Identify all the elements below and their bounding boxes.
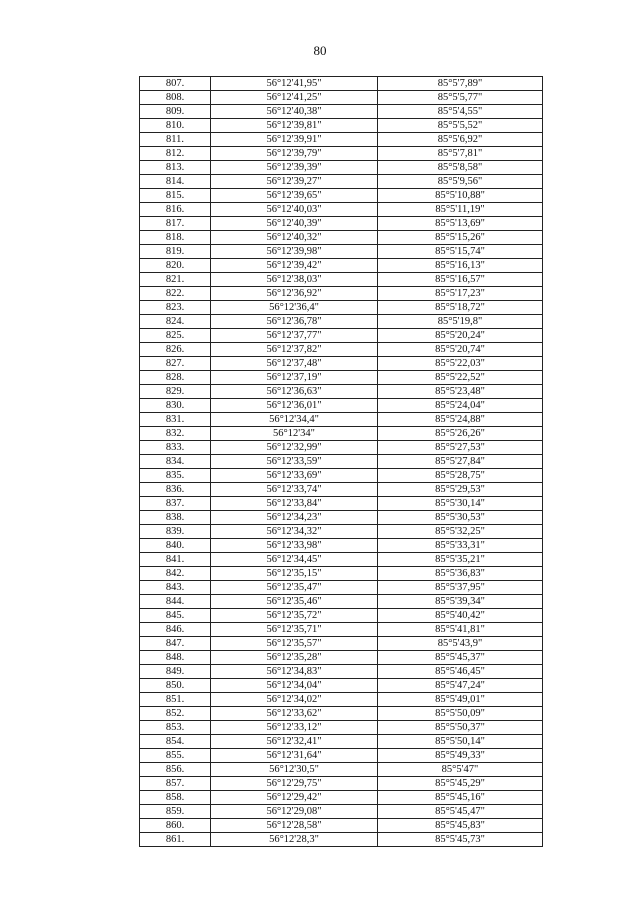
latitude-cell: 56°12'37,19" xyxy=(211,371,378,385)
longitude-cell: 85°5'40,42" xyxy=(378,609,543,623)
point-number-cell: 814. xyxy=(140,175,211,189)
longitude-cell: 85°5'45,73" xyxy=(378,833,543,847)
point-number-cell: 858. xyxy=(140,791,211,805)
longitude-cell: 85°5'19,8" xyxy=(378,315,543,329)
point-number-cell: 822. xyxy=(140,287,211,301)
latitude-cell: 56°12'33,98" xyxy=(211,539,378,553)
point-number-cell: 809. xyxy=(140,105,211,119)
table-row xyxy=(140,721,543,735)
point-number-cell: 812. xyxy=(140,147,211,161)
latitude-cell: 56°12'39,42" xyxy=(211,259,378,273)
longitude-cell: 85°5'16,13" xyxy=(378,259,543,273)
longitude-cell: 85°5'7,89" xyxy=(378,77,543,91)
table-row xyxy=(140,287,543,301)
point-number-cell: 838. xyxy=(140,511,211,525)
point-number-cell: 816. xyxy=(140,203,211,217)
point-number-cell: 846. xyxy=(140,623,211,637)
table-row xyxy=(140,805,543,819)
latitude-cell: 56°12'37,82" xyxy=(211,343,378,357)
longitude-cell: 85°5'50,37" xyxy=(378,721,543,735)
latitude-cell: 56°12'35,15" xyxy=(211,567,378,581)
table-row xyxy=(140,315,543,329)
latitude-cell: 56°12'32,41" xyxy=(211,735,378,749)
longitude-cell: 85°5'49,33" xyxy=(378,749,543,763)
latitude-cell: 56°12'38,03" xyxy=(211,273,378,287)
latitude-cell: 56°12'39,39" xyxy=(211,161,378,175)
point-number-cell: 837. xyxy=(140,497,211,511)
longitude-cell: 85°5'23,48" xyxy=(378,385,543,399)
latitude-cell: 56°12'36,92" xyxy=(211,287,378,301)
latitude-cell: 56°12'41,95" xyxy=(211,77,378,91)
table-row xyxy=(140,735,543,749)
latitude-cell: 56°12'33,12" xyxy=(211,721,378,735)
longitude-cell: 85°5'43,9" xyxy=(378,637,543,651)
point-number-cell: 823. xyxy=(140,301,211,315)
page-number: 80 xyxy=(313,43,327,58)
longitude-cell: 85°5'10,88" xyxy=(378,189,543,203)
longitude-cell: 85°5'30,14" xyxy=(378,497,543,511)
latitude-cell: 56°12'32,99" xyxy=(211,441,378,455)
point-number-cell: 854. xyxy=(140,735,211,749)
latitude-cell: 56°12'33,69" xyxy=(211,469,378,483)
longitude-cell: 85°5'6,92" xyxy=(378,133,543,147)
table-row xyxy=(140,791,543,805)
longitude-cell: 85°5'47" xyxy=(378,763,543,777)
latitude-cell: 56°12'33,62" xyxy=(211,707,378,721)
point-number-cell: 819. xyxy=(140,245,211,259)
point-number-cell: 840. xyxy=(140,539,211,553)
latitude-cell: 56°12'35,57" xyxy=(211,637,378,651)
table-row xyxy=(140,819,543,833)
longitude-cell: 85°5'11,19" xyxy=(378,203,543,217)
point-number-cell: 849. xyxy=(140,665,211,679)
table-row xyxy=(140,567,543,581)
longitude-cell: 85°5'9,56" xyxy=(378,175,543,189)
table-row xyxy=(140,161,543,175)
latitude-cell: 56°12'40,38" xyxy=(211,105,378,119)
table-row xyxy=(140,441,543,455)
table-row xyxy=(140,119,543,133)
longitude-cell: 85°5'39,34" xyxy=(378,595,543,609)
latitude-cell: 56°12'33,74" xyxy=(211,483,378,497)
coordinates-table-body xyxy=(140,77,543,847)
point-number-cell: 818. xyxy=(140,231,211,245)
longitude-cell: 85°5'50,09" xyxy=(378,707,543,721)
table-row xyxy=(140,203,543,217)
longitude-cell: 85°5'7,81" xyxy=(378,147,543,161)
longitude-cell: 85°5'33,31" xyxy=(378,539,543,553)
latitude-cell: 56°12'34,4" xyxy=(211,413,378,427)
point-number-cell: 832. xyxy=(140,427,211,441)
latitude-cell: 56°12'39,98" xyxy=(211,245,378,259)
latitude-cell: 56°12'29,75" xyxy=(211,777,378,791)
point-number-cell: 807. xyxy=(140,77,211,91)
point-number-cell: 826. xyxy=(140,343,211,357)
longitude-cell: 85°5'4,55" xyxy=(378,105,543,119)
table-row xyxy=(140,399,543,413)
table-row xyxy=(140,91,543,105)
point-number-cell: 811. xyxy=(140,133,211,147)
latitude-cell: 56°12'40,03" xyxy=(211,203,378,217)
point-number-cell: 851. xyxy=(140,693,211,707)
latitude-cell: 56°12'35,71" xyxy=(211,623,378,637)
latitude-cell: 56°12'33,59" xyxy=(211,455,378,469)
longitude-cell: 85°5'22,03" xyxy=(378,357,543,371)
longitude-cell: 85°5'45,29" xyxy=(378,777,543,791)
latitude-cell: 56°12'36,4" xyxy=(211,301,378,315)
table-row xyxy=(140,133,543,147)
latitude-cell: 56°12'36,63" xyxy=(211,385,378,399)
latitude-cell: 56°12'40,32" xyxy=(211,231,378,245)
table-row xyxy=(140,77,543,91)
latitude-cell: 56°12'39,27" xyxy=(211,175,378,189)
point-number-cell: 835. xyxy=(140,469,211,483)
latitude-cell: 56°12'34,04" xyxy=(211,679,378,693)
point-number-cell: 815. xyxy=(140,189,211,203)
table-row xyxy=(140,217,543,231)
table-row xyxy=(140,833,543,847)
point-number-cell: 808. xyxy=(140,91,211,105)
latitude-cell: 56°12'39,91" xyxy=(211,133,378,147)
table-row xyxy=(140,511,543,525)
table-row xyxy=(140,329,543,343)
table-row xyxy=(140,609,543,623)
latitude-cell: 56°12'34,02" xyxy=(211,693,378,707)
table-row xyxy=(140,455,543,469)
latitude-cell: 56°12'37,77" xyxy=(211,329,378,343)
point-number-cell: 817. xyxy=(140,217,211,231)
point-number-cell: 843. xyxy=(140,581,211,595)
longitude-cell: 85°5'47,24" xyxy=(378,679,543,693)
point-number-cell: 850. xyxy=(140,679,211,693)
point-number-cell: 859. xyxy=(140,805,211,819)
longitude-cell: 85°5'15,26" xyxy=(378,231,543,245)
longitude-cell: 85°5'8,58" xyxy=(378,161,543,175)
point-number-cell: 845. xyxy=(140,609,211,623)
longitude-cell: 85°5'36,83" xyxy=(378,567,543,581)
latitude-cell: 56°12'35,28" xyxy=(211,651,378,665)
latitude-cell: 56°12'39,79" xyxy=(211,147,378,161)
longitude-cell: 85°5'16,57" xyxy=(378,273,543,287)
table-row xyxy=(140,693,543,707)
point-number-cell: 821. xyxy=(140,273,211,287)
longitude-cell: 85°5'28,75" xyxy=(378,469,543,483)
table-row xyxy=(140,777,543,791)
table-row xyxy=(140,413,543,427)
longitude-cell: 85°5'32,25" xyxy=(378,525,543,539)
table-row xyxy=(140,371,543,385)
latitude-cell: 56°12'36,78" xyxy=(211,315,378,329)
longitude-cell: 85°5'41,81" xyxy=(378,623,543,637)
latitude-cell: 56°12'34,83" xyxy=(211,665,378,679)
point-number-cell: 852. xyxy=(140,707,211,721)
point-number-cell: 860. xyxy=(140,819,211,833)
table-row xyxy=(140,385,543,399)
table-row xyxy=(140,175,543,189)
table-row xyxy=(140,539,543,553)
longitude-cell: 85°5'15,74" xyxy=(378,245,543,259)
table-row xyxy=(140,497,543,511)
longitude-cell: 85°5'30,53" xyxy=(378,511,543,525)
table-row xyxy=(140,553,543,567)
latitude-cell: 56°12'35,72" xyxy=(211,609,378,623)
latitude-cell: 56°12'35,47" xyxy=(211,581,378,595)
table-row xyxy=(140,679,543,693)
longitude-cell: 85°5'49,01" xyxy=(378,693,543,707)
table-row xyxy=(140,665,543,679)
latitude-cell: 56°12'40,39" xyxy=(211,217,378,231)
table-row xyxy=(140,651,543,665)
point-number-cell: 827. xyxy=(140,357,211,371)
longitude-cell: 85°5'45,37" xyxy=(378,651,543,665)
table-row xyxy=(140,469,543,483)
latitude-cell: 56°12'34,32" xyxy=(211,525,378,539)
point-number-cell: 828. xyxy=(140,371,211,385)
table-row xyxy=(140,595,543,609)
latitude-cell: 56°12'31,64" xyxy=(211,749,378,763)
table-row xyxy=(140,147,543,161)
point-number-cell: 848. xyxy=(140,651,211,665)
latitude-cell: 56°12'39,65" xyxy=(211,189,378,203)
table-row xyxy=(140,525,543,539)
longitude-cell: 85°5'24,04" xyxy=(378,399,543,413)
table-row xyxy=(140,707,543,721)
longitude-cell: 85°5'26,26" xyxy=(378,427,543,441)
latitude-cell: 56°12'34,23" xyxy=(211,511,378,525)
point-number-cell: 839. xyxy=(140,525,211,539)
latitude-cell: 56°12'34" xyxy=(211,427,378,441)
table-row xyxy=(140,301,543,315)
point-number-cell: 831. xyxy=(140,413,211,427)
latitude-cell: 56°12'37,48" xyxy=(211,357,378,371)
point-number-cell: 855. xyxy=(140,749,211,763)
table-row xyxy=(140,427,543,441)
point-number-cell: 853. xyxy=(140,721,211,735)
point-number-cell: 833. xyxy=(140,441,211,455)
longitude-cell: 85°5'37,95" xyxy=(378,581,543,595)
longitude-cell: 85°5'29,53" xyxy=(378,483,543,497)
point-number-cell: 856. xyxy=(140,763,211,777)
longitude-cell: 85°5'50,14" xyxy=(378,735,543,749)
latitude-cell: 56°12'28,58" xyxy=(211,819,378,833)
latitude-cell: 56°12'29,08" xyxy=(211,805,378,819)
point-number-cell: 825. xyxy=(140,329,211,343)
latitude-cell: 56°12'34,45" xyxy=(211,553,378,567)
table-row xyxy=(140,749,543,763)
point-number-cell: 857. xyxy=(140,777,211,791)
longitude-cell: 85°5'46,45" xyxy=(378,665,543,679)
latitude-cell: 56°12'39,81" xyxy=(211,119,378,133)
longitude-cell: 85°5'20,74" xyxy=(378,343,543,357)
table-row xyxy=(140,763,543,777)
table-row xyxy=(140,189,543,203)
latitude-cell: 56°12'36,01" xyxy=(211,399,378,413)
coordinates-table xyxy=(139,76,543,847)
table-row xyxy=(140,105,543,119)
table-row xyxy=(140,357,543,371)
table-row xyxy=(140,231,543,245)
longitude-cell: 85°5'35,21" xyxy=(378,553,543,567)
table-row xyxy=(140,245,543,259)
table-row xyxy=(140,483,543,497)
longitude-cell: 85°5'24,88" xyxy=(378,413,543,427)
point-number-cell: 842. xyxy=(140,567,211,581)
longitude-cell: 85°5'5,77" xyxy=(378,91,543,105)
latitude-cell: 56°12'29,42" xyxy=(211,791,378,805)
point-number-cell: 834. xyxy=(140,455,211,469)
longitude-cell: 85°5'22,52" xyxy=(378,371,543,385)
longitude-cell: 85°5'45,47" xyxy=(378,805,543,819)
point-number-cell: 844. xyxy=(140,595,211,609)
table-row xyxy=(140,343,543,357)
table-row xyxy=(140,637,543,651)
latitude-cell: 56°12'41,25" xyxy=(211,91,378,105)
longitude-cell: 85°5'18,72" xyxy=(378,301,543,315)
table-row xyxy=(140,581,543,595)
point-number-cell: 829. xyxy=(140,385,211,399)
point-number-cell: 847. xyxy=(140,637,211,651)
longitude-cell: 85°5'13,69" xyxy=(378,217,543,231)
latitude-cell: 56°12'35,46" xyxy=(211,595,378,609)
table-row xyxy=(140,623,543,637)
longitude-cell: 85°5'45,16" xyxy=(378,791,543,805)
point-number-cell: 861. xyxy=(140,833,211,847)
latitude-cell: 56°12'30,5" xyxy=(211,763,378,777)
longitude-cell: 85°5'27,84" xyxy=(378,455,543,469)
latitude-cell: 56°12'33,84" xyxy=(211,497,378,511)
point-number-cell: 824. xyxy=(140,315,211,329)
longitude-cell: 85°5'17,23" xyxy=(378,287,543,301)
point-number-cell: 813. xyxy=(140,161,211,175)
table-row xyxy=(140,259,543,273)
longitude-cell: 85°5'5,52" xyxy=(378,119,543,133)
latitude-cell: 56°12'28,3" xyxy=(211,833,378,847)
longitude-cell: 85°5'45,83" xyxy=(378,819,543,833)
point-number-cell: 841. xyxy=(140,553,211,567)
point-number-cell: 836. xyxy=(140,483,211,497)
point-number-cell: 820. xyxy=(140,259,211,273)
table-row xyxy=(140,273,543,287)
longitude-cell: 85°5'20,24" xyxy=(378,329,543,343)
point-number-cell: 830. xyxy=(140,399,211,413)
longitude-cell: 85°5'27,53" xyxy=(378,441,543,455)
point-number-cell: 810. xyxy=(140,119,211,133)
